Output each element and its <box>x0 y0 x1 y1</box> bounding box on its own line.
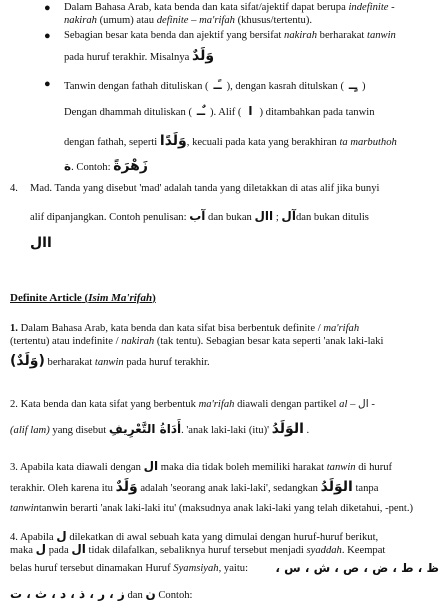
bullet-1-line-2: nakirah (umum) atau definite – ma'rifah (khusus/tertentu). <box>64 15 313 26</box>
bullet-3-line-2: Dengan dhammah dituliskan ( ـٌـ ). Alif ( ا ) ditambahkan pada tanwin <box>64 104 375 118</box>
bullet-dot: ● <box>44 78 51 90</box>
bullet-dot: ● <box>44 2 51 14</box>
bullet-1-line-1: Dalam Bahasa Arab, kata benda dan kata sifat/ajektif dapat berupa indefinite - <box>64 2 395 13</box>
section-heading: Definite Article (Isim Ma'rifah) <box>10 292 156 304</box>
point-3-line-2: terakhir. Oleh karena itu وَلَدٌ adalah 'seorang anak laki-laki', sedangkan الوَلَدُ tanpa <box>10 479 379 495</box>
mad-line-2: alif dipanjangkan. Contoh penulisan: آب dan bukan آل ; اال dan bukan ditulis <box>30 209 369 223</box>
item-number: 4. <box>10 183 18 194</box>
bullet-3-line-1: Tanwin dengan fathah dituliskan ( ـًـ ), dengan kasrah ditulskan ( ـٍـ ) <box>64 78 366 92</box>
point-4-line-2: maka ل pada ال tidak dilafalkan, sebaliknya huruf tersebut menjadi syaddah. Keempat <box>10 542 386 556</box>
point-4-line-4: ز ، ر ، ذ ، د ، ث ، ت dan ن Contoh: <box>10 587 193 601</box>
point-2-line-2: (alif lam) yang disebut أَدَاةُ التَّعْرِيفِ. 'anak laki-laki (itu)' الوَلَدُ . <box>10 421 310 437</box>
mad-line-1: Mad. Tanda yang disebut 'mad' adalah tanda yang diletakkan di atas alif jika bunyi <box>30 183 380 194</box>
mad-line-3: اال <box>30 235 52 251</box>
bullet-2-line-1: Sebagian besar kata benda dan ajektif yang bersifat nakirah berharakat tanwin <box>64 30 396 41</box>
bullet-3-line-3: dengan fathah, seperti وَلَدًا, kecuali pada kata yang berakhiran ta marbuthoh <box>64 133 397 149</box>
point-4-letters-1: ظ ، ط ، ض ، ص ، ش ، س ، <box>275 561 439 575</box>
point-3-line-3: tanwintanwin berarti 'anak laki-laki itu' (maksudnya anak laki-laki yang telah diketahui, -pent.) <box>10 503 414 514</box>
point-2-line-1: 2. Kata benda dan kata sifat yang berbentuk ma'rifah diawali dengan partikel al – ال - <box>10 399 375 410</box>
point-4-line-3: belas huruf tersebut dinamakan Huruf Syamsiyah, yaitu: <box>10 563 249 574</box>
bullet-3-line-4: ة. Contoh: زَهْرَةً <box>64 158 148 174</box>
point-3-line-1: 3. Apabila kata diawali dengan ال maka dia tidak boleh memiliki harakat tanwin di huruf <box>10 459 393 473</box>
bullet-dot: ● <box>44 30 51 42</box>
bullet-2-line-2: pada huruf terakhir. Misalnya وَلَدٌ <box>64 48 215 64</box>
arabic-walad: وَلَدٌ <box>191 48 215 64</box>
point-1-line-2: (tertentu) atau indefinite / nakirah (tak tentu). Sebagian besar kata seperti 'anak laki-laki <box>10 336 384 347</box>
point-1-line-1: 1. Dalam Bahasa Arab, kata benda dan kata sifat bisa berbentuk definite / ma'rifah <box>10 323 360 334</box>
point-1-line-3: (وَلَدٌ) berharakat tanwin pada huruf terakhir. <box>10 353 210 369</box>
point-4-line-1: 4. Apabila ل dilekatkan di awal sebuah kata yang dimulai dengan huruf-huruf berikut, <box>10 529 379 543</box>
